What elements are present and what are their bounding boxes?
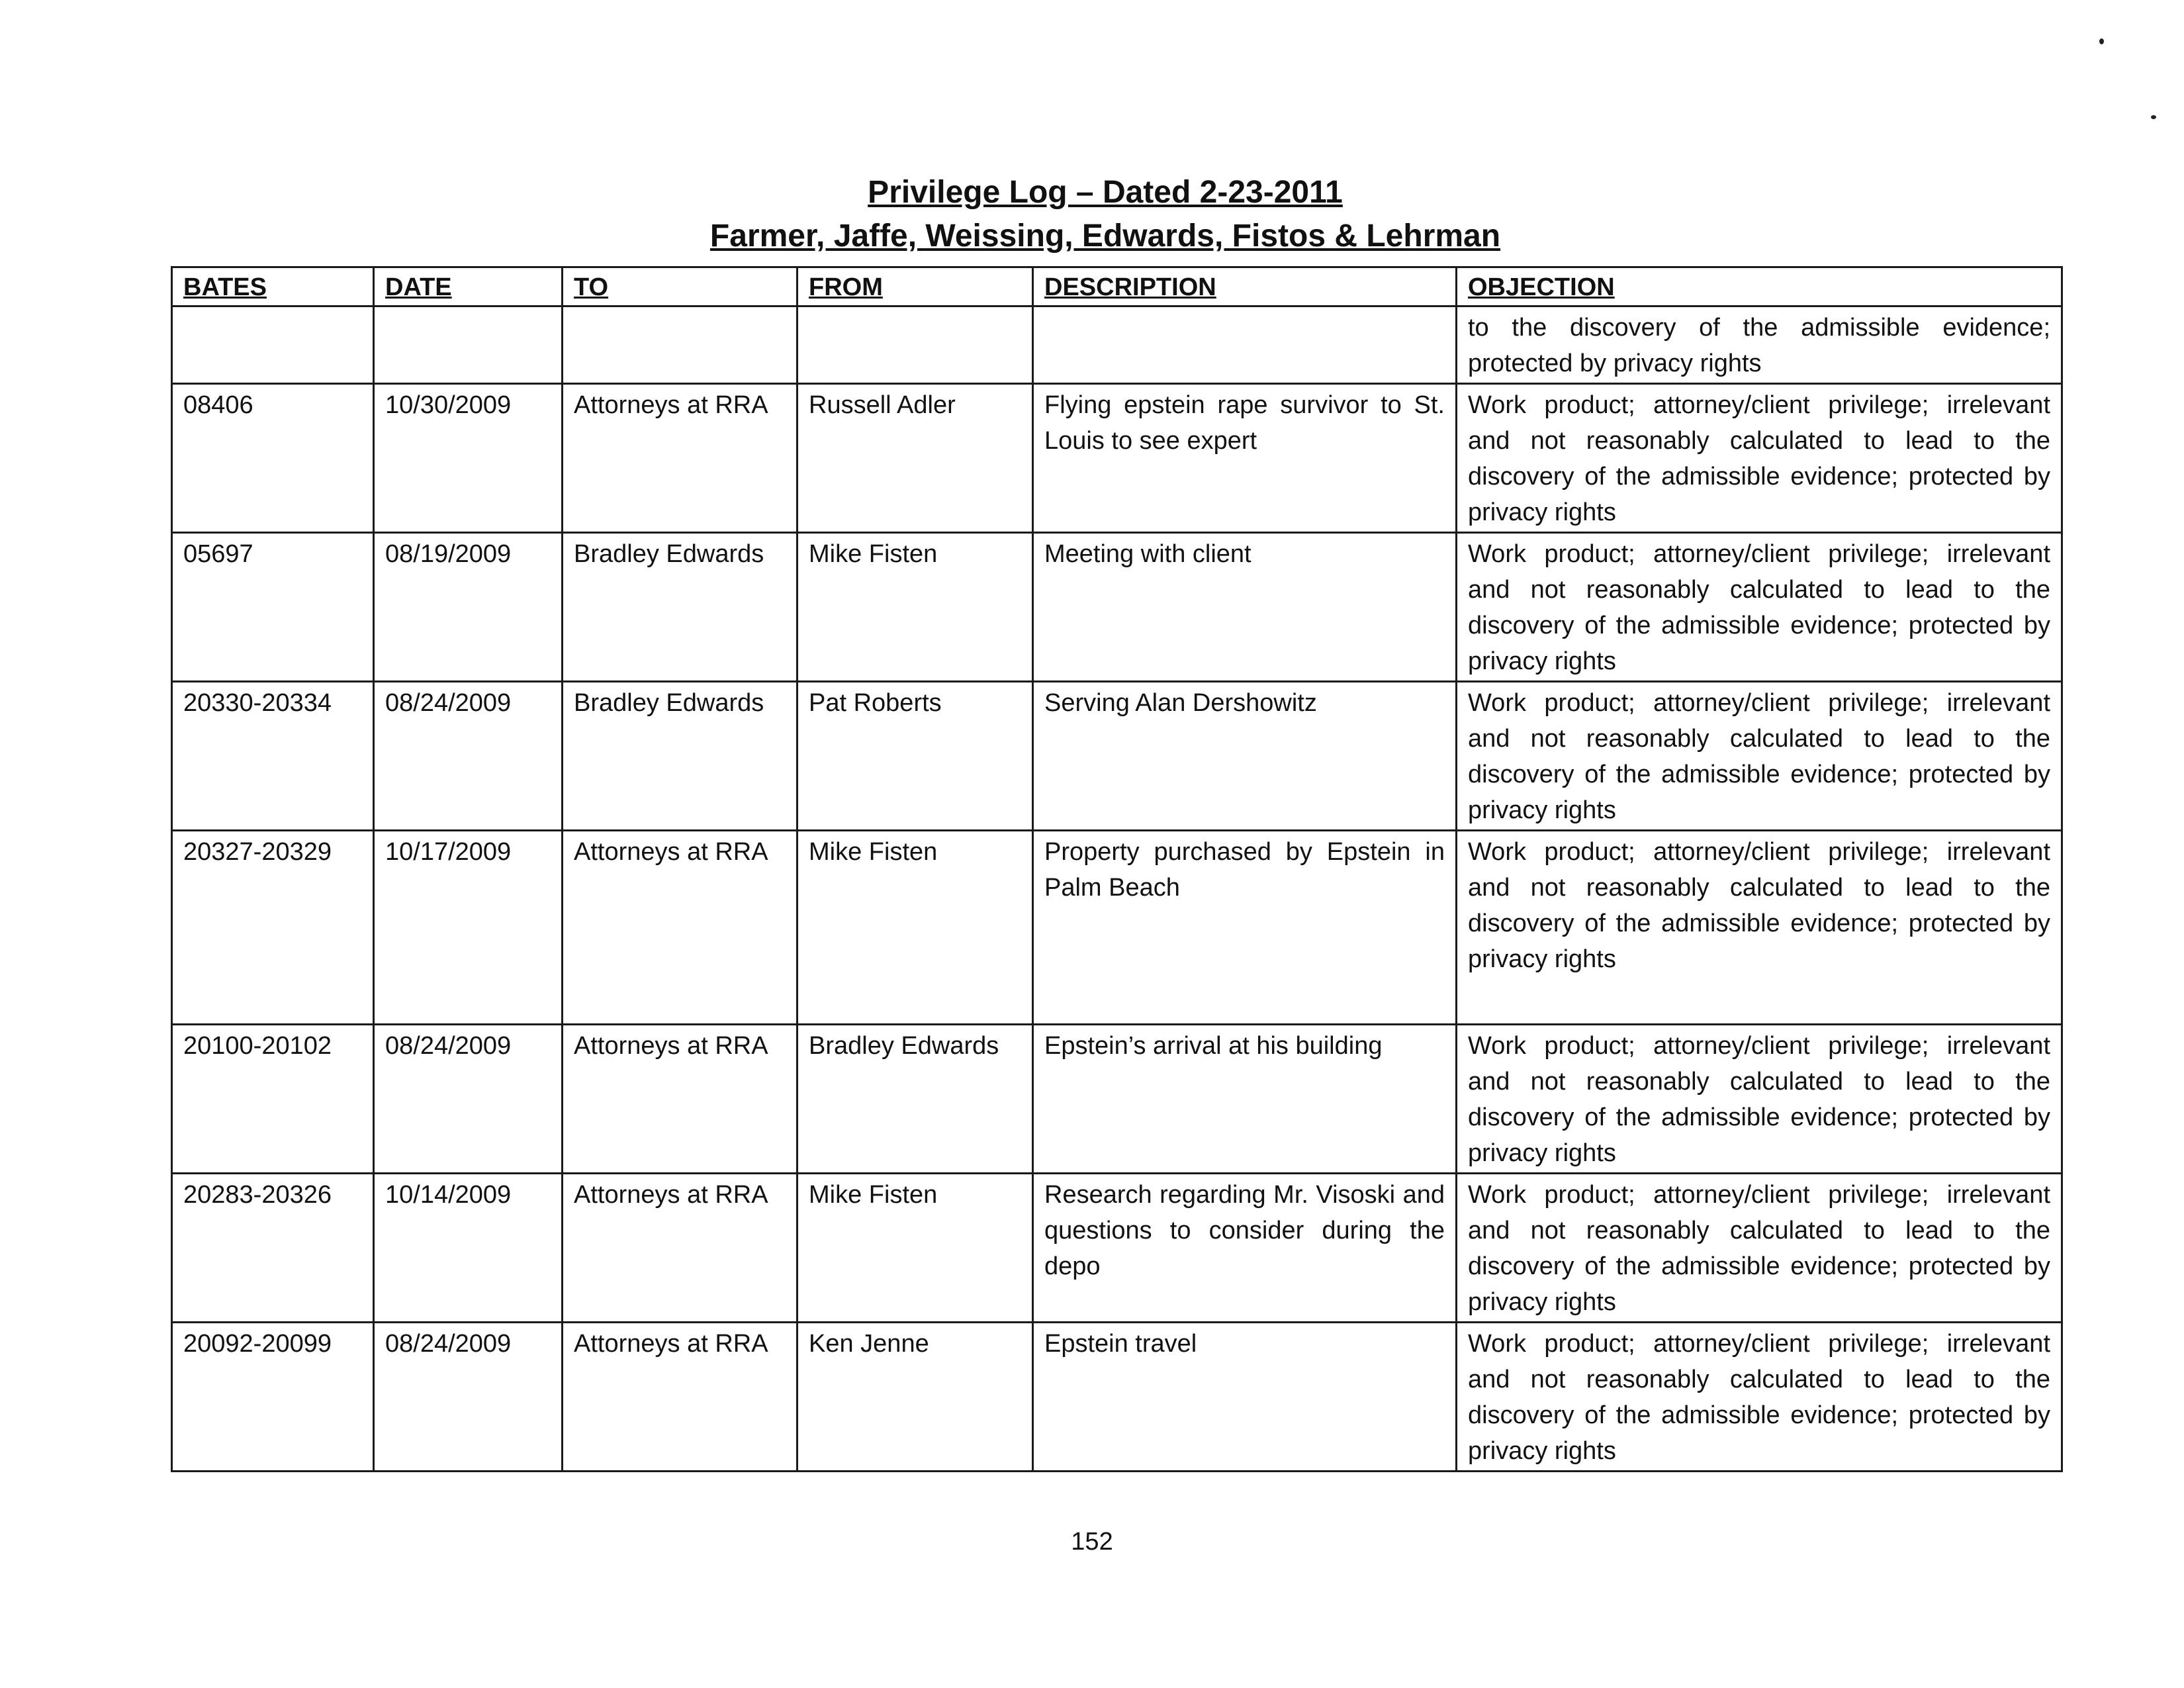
page-number: 152 [1071, 1528, 1113, 1556]
cell-from: Pat Roberts [797, 682, 1033, 831]
cell-objection: Work product; attorney/client privilege; irrelevant and not reasonably calculated to lead to the discovery of the admissible evidence; protected by privacy rights [1457, 1174, 2062, 1323]
cell-bates: 20283-20326 [172, 1174, 374, 1323]
cell-bates: 20330-20334 [172, 682, 374, 831]
cell-to: Bradley Edwards [563, 533, 797, 682]
header-from: FROM [797, 267, 1033, 306]
cell-from: Mike Fisten [797, 533, 1033, 682]
cell-date: 10/30/2009 [374, 384, 563, 533]
cell-description: Epstein’s arrival at his building [1033, 1025, 1457, 1174]
table-row [172, 1025, 2062, 1174]
cell-date: 08/24/2009 [374, 682, 563, 831]
cell-to: Attorneys at RRA [563, 1025, 797, 1174]
cell-date: 08/24/2009 [374, 1323, 563, 1472]
cell-date: 10/14/2009 [374, 1174, 563, 1323]
cell-from: Mike Fisten [797, 1174, 1033, 1323]
cell-bates [172, 306, 374, 384]
cell-objection: to the discovery of the admissible evidence; protected by privacy rights [1457, 306, 2062, 384]
cell-objection: Work product; attorney/client privilege; irrelevant and not reasonably calculated to lead to the discovery of the admissible evidence; protected by privacy rights [1457, 1323, 2062, 1472]
cell-objection: Work product; attorney/client privilege; irrelevant and not reasonably calculated to lead to the discovery of the admissible evidence; protected by privacy rights [1457, 533, 2062, 682]
cell-date: 08/24/2009 [374, 1025, 563, 1174]
table-row [172, 682, 2062, 831]
table-row [172, 831, 2062, 1025]
cell-from: Mike Fisten [797, 831, 1033, 1025]
cell-from [797, 306, 1033, 384]
cell-from: Ken Jenne [797, 1323, 1033, 1472]
table-row [172, 384, 2062, 533]
scan-speck [2099, 38, 2104, 44]
document-title-block [0, 171, 2184, 258]
cell-description: Property purchased by Epstein in Palm Beach [1033, 831, 1457, 1025]
cell-to: Attorneys at RRA [563, 1323, 797, 1472]
cell-description [1033, 306, 1457, 384]
table-header-row [172, 267, 2062, 306]
header-to: TO [563, 267, 797, 306]
document-title: Privilege Log – Dated 2-23-2011 [868, 175, 1343, 210]
header-objection: OBJECTION [1457, 267, 2062, 306]
cell-date: 10/17/2009 [374, 831, 563, 1025]
cell-to: Bradley Edwards [563, 682, 797, 831]
cell-date: 08/19/2009 [374, 533, 563, 682]
cell-date [374, 306, 563, 384]
cell-from: Bradley Edwards [797, 1025, 1033, 1174]
cell-bates: 08406 [172, 384, 374, 533]
cell-bates: 20327-20329 [172, 831, 374, 1025]
cell-objection: Work product; attorney/client privilege; irrelevant and not reasonably calculated to lead to the discovery of the admissible evidence; protected by privacy rights [1457, 384, 2062, 533]
cell-bates: 20100-20102 [172, 1025, 374, 1174]
cell-from: Russell Adler [797, 384, 1033, 533]
cell-objection: Work product; attorney/client privilege; irrelevant and not reasonably calculated to lead to the discovery of the admissible evidence; protected by privacy rights [1457, 831, 2062, 1025]
table-row [172, 1174, 2062, 1323]
cell-to [563, 306, 797, 384]
scan-speck [2151, 115, 2156, 119]
cell-to: Attorneys at RRA [563, 1174, 797, 1323]
table-row-continued [172, 306, 2062, 384]
table-row [172, 1323, 2062, 1472]
cell-description: Flying epstein rape survivor to St. Louis to see expert [1033, 384, 1457, 533]
cell-bates: 20092-20099 [172, 1323, 374, 1472]
header-bates: BATES [172, 267, 374, 306]
header-description: DESCRIPTION [1033, 267, 1457, 306]
cell-objection: Work product; attorney/client privilege; irrelevant and not reasonably calculated to lead to the discovery of the admissible evidence; protected by privacy rights [1457, 1025, 2062, 1174]
table-row [172, 533, 2062, 682]
cell-objection: Work product; attorney/client privilege; irrelevant and not reasonably calculated to lead to the discovery of the admissible evidence; protected by privacy rights [1457, 682, 2062, 831]
cell-to: Attorneys at RRA [563, 384, 797, 533]
header-date: DATE [374, 267, 563, 306]
cell-to: Attorneys at RRA [563, 831, 797, 1025]
privilege-log-table [171, 266, 2063, 1472]
cell-description: Serving Alan Dershowitz [1033, 682, 1457, 831]
cell-bates: 05697 [172, 533, 374, 682]
document-subtitle: Farmer, Jaffe, Weissing, Edwards, Fistos & Lehrman [709, 218, 1501, 254]
cell-description: Epstein travel [1033, 1323, 1457, 1472]
cell-description: Meeting with client [1033, 533, 1457, 682]
cell-description: Research regarding Mr. Visoski and questions to consider during the depo [1033, 1174, 1457, 1323]
